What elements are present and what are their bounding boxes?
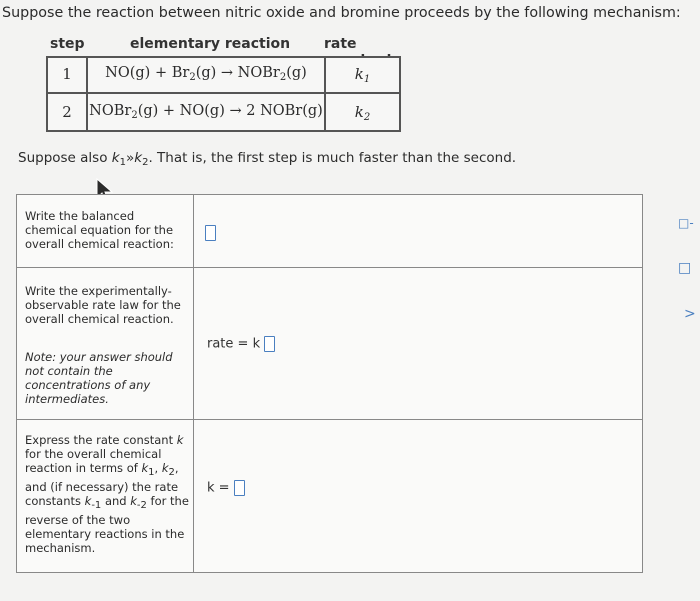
step-rate-constant: $k_2$ (354, 103, 371, 123)
header-rate-constant: rate (324, 36, 357, 52)
side-tool-subscript-button[interactable]: □- (678, 216, 694, 230)
question-text: Write the balanced chemical equation for the overall chemical reaction: (25, 209, 174, 251)
balanced-equation-input[interactable] (205, 225, 216, 241)
step-number: 1 (62, 65, 72, 83)
mechanism-step-1 (46, 56, 401, 94)
problem-prompt: Suppose the reaction between nitric oxide and bromine proceeds by the following mechanism: (2, 5, 681, 21)
mechanism-step-2 (46, 92, 401, 132)
question-note: Note: your answer should not contain the concentrations of any intermediates. (25, 350, 173, 406)
side-tool-fraction-button[interactable]: □ (678, 260, 692, 276)
header-step: step (50, 36, 85, 52)
question-text: Express the rate constant k for the overall chemical reaction in terms of k1, k2, and (if necessary) the rate constants k-1 and k-2 for the reverse of the two elementary reactions in the mechanism. (25, 433, 189, 555)
rate-law-answer: rate = k (207, 336, 275, 352)
rate-law-input[interactable] (264, 336, 275, 352)
header-elementary-reaction: elementary reaction (130, 36, 291, 52)
rate-constant-input[interactable] (234, 480, 245, 496)
question-row-balanced-equation (17, 195, 642, 268)
question-row-rate-law (17, 268, 642, 420)
question-row-rate-constant (17, 420, 642, 572)
side-tool-expand-icon[interactable]: > (684, 306, 696, 322)
reaction-arrow-icon: → (229, 103, 242, 119)
question-table (16, 194, 643, 573)
assumption-text: Suppose also $k_1»k_2$. That is, the first step is much faster than the second. (18, 150, 517, 168)
rate-constant-answer: k = (207, 480, 245, 496)
step-reaction: $NO(g) + Br_2(g)$ → NOBr$_2$(g) (105, 65, 307, 83)
step-rate-constant: $k_1$ (354, 65, 371, 85)
question-text: Write the experimentally-observable rate law for the overall chemical reaction. (25, 284, 181, 326)
step-number: 2 (62, 103, 72, 121)
reaction-arrow-icon: → (220, 65, 234, 81)
step-reaction: NOBr$_2$(g) + NO(g) → 2 NOBr(g) (89, 103, 323, 121)
